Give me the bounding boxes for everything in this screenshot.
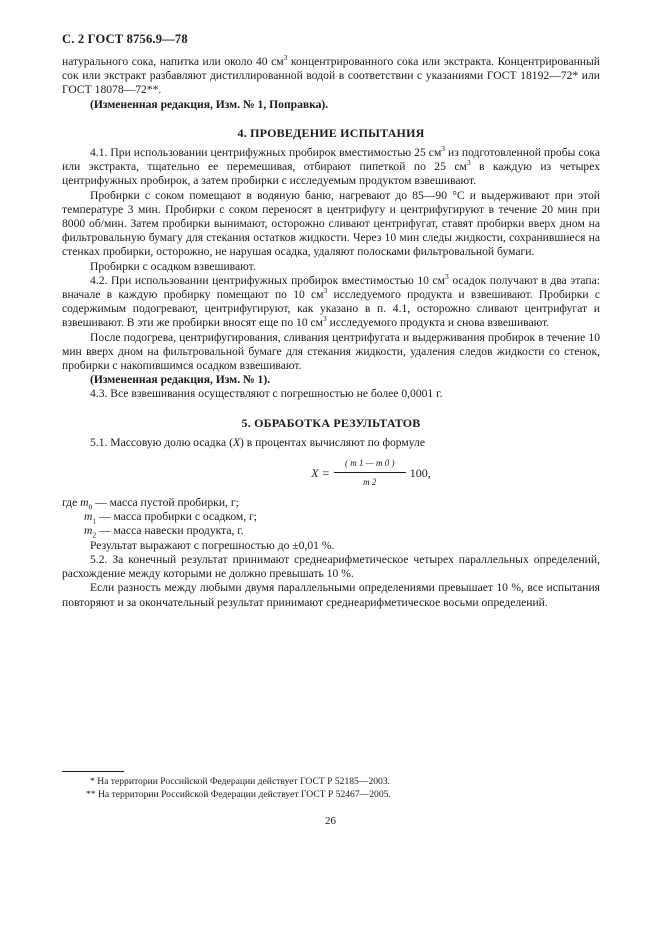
clause-4-1-b: из подготовленной пробы сока или экстракта, тщательно ее перемешивая, отбирают пипеткой по 25 см [62, 146, 600, 174]
var-symbol: m [84, 510, 93, 524]
variable-m0 [62, 496, 600, 510]
clause-4-2-a: 4.2. При использовании центрифужных пробирок вместимостью 10 см [90, 273, 446, 287]
clause-4-1-c: в каждую из четырех центрифужных пробирок, а затем пробирки с исследуемым продуктом взвешивают. [62, 160, 600, 188]
intro-text-b: концентрированного сока или экстракта. Концентрированный сок или экстракт разбавляют дистиллированной водой в соответствии с указаниями ГОСТ 18192—72* или ГОСТ 18078—72**. [62, 55, 601, 97]
clause-4-2-c: исследуемого продукта и взвешивают. Пробирки с содержимым подогревают, центрифугируют, как указано в п. 4.1, осторожно сливают центрифугат и взвешивают. В эти же пробирки вносят еще по 10 см [62, 288, 600, 330]
formula-inner [311, 456, 430, 489]
formula [62, 456, 600, 490]
var-subscript: 2 [92, 530, 97, 540]
footnote-1: * На территории Российской Федерации действует ГОСТ Р 52185—2003. [90, 776, 391, 787]
var-subscript: 1 [92, 516, 97, 526]
formula-tail: 100, [409, 465, 431, 480]
clause-4-1-paragraph-2: Пробирки с соком помещают в водяную баню, нагревают до 85—90 °С и выдерживают при этой температуре 3 мин. Пробирки с соком переносят в центрифугу и центрифугируют в течение 20 мин при 8000 об/мин. Затем пробирки вынимают, осторожно сливают центрифугат, ставят пробирки вверх дном на фильтровальную бумагу для стекания остатков жидкости. Через 10 мин следы жидкости, сохранившиеся на стенках пробирки, осторожно, не нарушая осадка, удаляют полосками фильтровальной бумаги. [62, 188, 600, 259]
clause-4-3: 4.3. Все взвешивания осуществляют с погрешностью не более 0,0001 г. [90, 387, 443, 401]
variable-m2 [62, 524, 600, 538]
clause-5-1 [62, 436, 600, 450]
formula-lhs: X = [311, 465, 330, 480]
where-prefix: где [62, 496, 81, 510]
page-number: 26 [325, 815, 336, 827]
clause-4-2-b: осадок получают в два этапа: вначале в каждую пробирку помещают по 10 см [62, 273, 600, 302]
clause-4-1-paragraph-3: Пробирки с осадком взвешивают. [90, 259, 256, 273]
clause-4-2 [62, 271, 600, 331]
clause-4-2-sup2: 3 [323, 286, 328, 296]
clause-5-2: 5.2. За конечный результат принимают среднеарифметическое четырех параллельных определений, расхождение между которыми не должно превышать 10 %. [62, 552, 600, 581]
formula-denominator: m 2 [363, 477, 377, 488]
page-header: С. 2 ГОСТ 8756.9—78 [62, 32, 188, 46]
document-body [62, 55, 600, 610]
var-description: — масса навески продукта, г. [96, 524, 244, 538]
clause-4-2-sup1: 3 [445, 271, 449, 281]
var-symbol: m [80, 496, 89, 510]
section-4-title: 4. ПРОВЕДЕНИЕ ИСПЫТАНИЯ [237, 125, 425, 140]
intro-paragraph [62, 55, 600, 98]
result-precision: Результат выражают с погрешностью до ±0,01 %. [90, 538, 335, 552]
intro-revision-note: (Измененная редакция, Изм. № 1, Поправка). [90, 97, 329, 111]
formula-numerator: ( m 1 — m 0 ) [344, 458, 395, 469]
clause-5-1-a: 5.1. Массовую долю осадка ( [90, 435, 233, 449]
clause-4-1-sup1: 3 [441, 144, 446, 154]
clause-4-1-a: 4.1. При использовании центрифужных пробирок вместимостью 25 см [90, 146, 442, 160]
footnote-divider [62, 771, 124, 772]
clause-4-1 [62, 146, 600, 189]
clause-4-2-sup3: 3 [323, 314, 327, 324]
intro-sup: 3 [283, 53, 288, 63]
section-5-title: 5. ОБРАБОТКА РЕЗУЛЬТАТОВ [241, 415, 421, 430]
clause-5-1-var: X [232, 435, 241, 449]
var-description: — масса пустой пробирки, г; [92, 496, 239, 510]
intro-text-a: натурального сока, напитка или около 40 см [62, 55, 284, 68]
clause-4-1-sup2: 3 [466, 158, 471, 168]
footnote-2: ** На территории Российской Федерации действует ГОСТ Р 52467—2005. [86, 788, 391, 800]
var-symbol: m [84, 524, 93, 538]
formula-fraction-line [334, 472, 406, 473]
clause-4-2-paragraph-2: После подогрева, центрифугирования, сливания центрифугата и выдерживания пробирок в течение 10 мин вверх дном на фильтровальной бумаге для стекания жидкости, удаления следов жидкости со стенок, пробирки с накопившимся осадком взвешивают. [62, 330, 600, 373]
var-subscript: 0 [88, 502, 93, 512]
variable-m1 [62, 510, 600, 524]
clause-5-2-paragraph-2: Если разность между любыми двумя параллельными определениями превышает 10 %, все испытания повторяют и за окончательный результат принимают среднеарифметическое восьми определений. [62, 581, 600, 609]
clause-4-2-d: исследуемого продукта и снова взвешивают. [326, 316, 550, 330]
variable-list [62, 496, 600, 539]
clause-5-1-b: ) в процентах вычисляют по формуле [240, 435, 425, 449]
section-4-revision-note: (Измененная редакция, Изм. № 1). [90, 373, 271, 387]
footnotes [62, 776, 600, 801]
formula-fraction [334, 456, 406, 489]
var-description: — масса пробирки с осадком, г; [96, 510, 258, 524]
